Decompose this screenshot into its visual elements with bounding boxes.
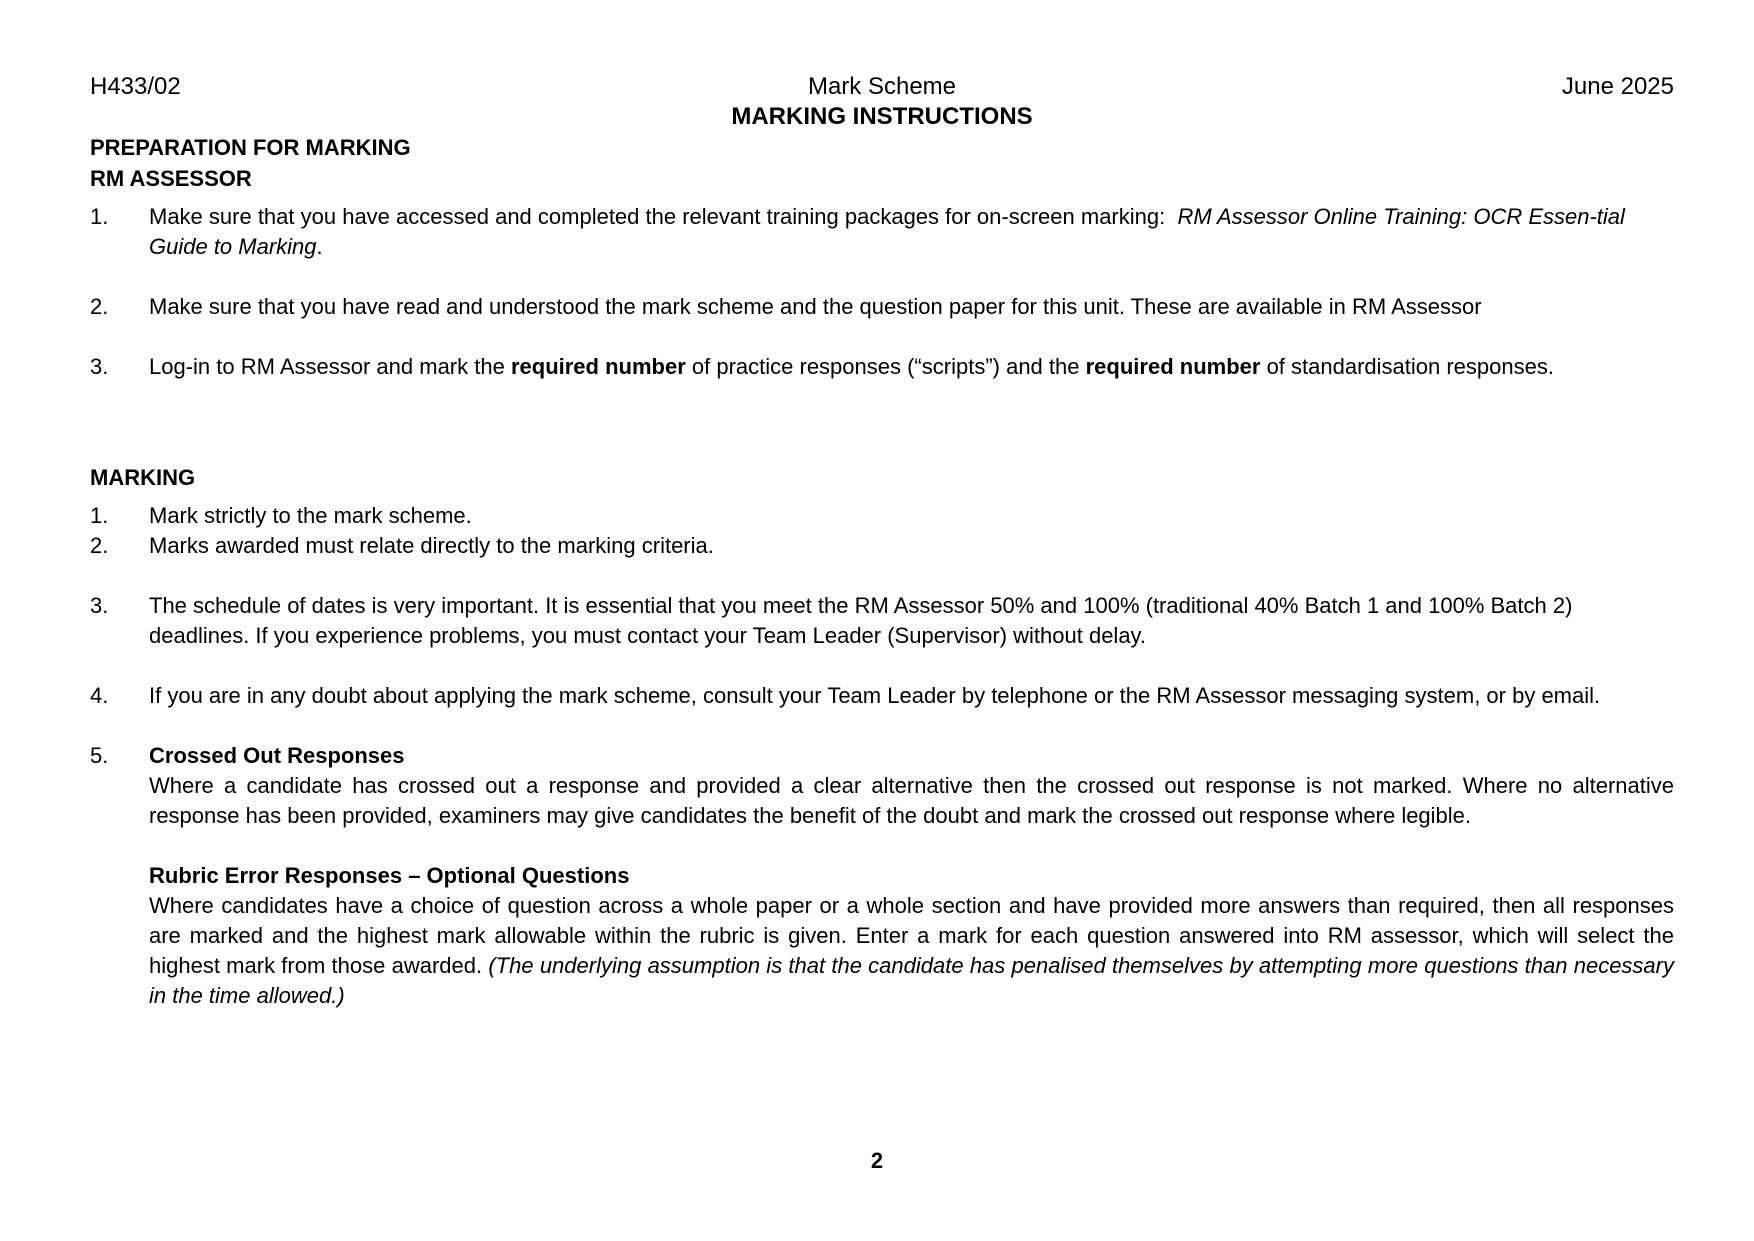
list-item [90,591,1674,651]
item-number: 1. [90,503,109,528]
document-title: MARKING INSTRUCTIONS [731,103,1033,130]
exam-date: June 2025 [1561,73,1674,100]
item-text: Log-in to RM Assessor and mark the [149,354,505,379]
item-number: 2. [90,533,109,558]
page-number: 2 [870,1148,884,1173]
item-number: 1. [90,204,109,229]
marking-list [90,501,1674,1011]
item-number: 3. [90,354,109,379]
item-text: Make sure that you have read and understood the mark scheme and the question paper for this unit. These are available in RM Assessor [149,294,1482,319]
rm-assessor-heading: RM ASSESSOR [90,166,252,191]
item-end: . [316,234,323,259]
list-item [90,681,1674,711]
item-text: Marks awarded must relate directly to the marking criteria. [149,533,714,558]
list-item [90,352,1674,382]
rubric-error-body: Where candidates have a choice of question across a whole paper or a whole section and have provided more answers than required, then all responses are marked and the highest mark allowable within the rubric is given. Enter a mark for each question answered into RM assessor, which will select the highest mark from those awarded. [149,893,1674,978]
marking-heading: MARKING [90,465,196,490]
crossed-out-responses-title: Crossed Out Responses [149,743,405,768]
list-item [90,501,1674,531]
preparation-list [90,202,1674,382]
item-number: 3. [90,593,109,618]
list-item [90,292,1674,322]
item-text: Make sure that you have accessed and completed the relevant training packages for on-screen marking: [149,204,1166,229]
item-number: 5. [90,743,109,768]
list-item [90,202,1674,262]
document-page [90,72,1674,1011]
item-italic-reference: RM Assessor Online Training: OCR Essen-tial Guide to Marking [149,204,1625,259]
item-text: The schedule of dates is very important. It is essential that you meet the RM Assessor 50% and 100% (traditional 40% Batch 1 and 100% Batch 2) deadlines. If you experience problems, you must contact your Team Leader (Supervisor) without delay. [149,593,1573,648]
list-item [90,531,1674,561]
item-number: 4. [90,683,109,708]
rubric-error-title: Rubric Error Responses – Optional Questions [149,863,630,888]
item-text: of practice responses (“scripts”) and the [691,354,1080,379]
list-item [90,741,1674,1011]
item-number: 2. [90,294,109,319]
header-center-title: Mark Scheme [807,73,957,100]
rubric-error-italic-note: (The underlying assumption is that the candidate has penalised themselves by attempting more questions than necessary in the time allowed.) [149,953,1674,1008]
paper-code: H433/02 [90,73,181,100]
crossed-out-responses-text: Where a candidate has crossed out a response and provided a clear alternative then the crossed out response is not marked. Where no alternative response has been provided, examiners may give candidates the benefit of the doubt and mark the crossed out response where legible. [149,773,1674,828]
rubric-error-text [149,891,1674,1011]
item-text: of standardisation responses. [1266,354,1554,379]
item-text: Mark strictly to the mark scheme. [149,503,472,528]
item-text: If you are in any doubt about applying the mark scheme, consult your Team Leader by telephone or the RM Assessor messaging system, or by email. [149,683,1601,708]
item-bold-text: required number [1085,354,1261,379]
preparation-heading: PREPARATION FOR MARKING [90,135,411,160]
page-header [90,72,1674,102]
item-bold-text: required number [510,354,686,379]
